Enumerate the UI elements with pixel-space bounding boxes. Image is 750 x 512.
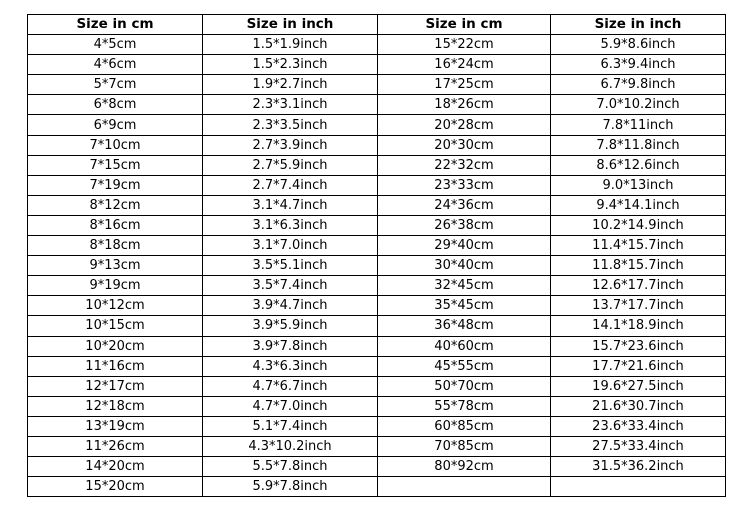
- table-row: [28, 256, 726, 276]
- cell-size-inch: 12.6*17.7inch: [551, 276, 726, 296]
- cell-size-inch: 3.9*5.9inch: [203, 316, 378, 336]
- cell-size-inch: 6.7*9.8inch: [551, 75, 726, 95]
- cell-size-inch: 1.9*2.7inch: [203, 75, 378, 95]
- header-size-cm-right: Size in cm: [378, 15, 551, 35]
- cell-size-cm: 12*17cm: [28, 376, 203, 396]
- cell-size-inch: 3.1*7.0inch: [203, 236, 378, 256]
- size-conversion-table: [27, 14, 726, 497]
- cell-size-inch: 1.5*1.9inch: [203, 35, 378, 55]
- table-row: [28, 276, 726, 296]
- header-size-inch-left: Size in inch: [203, 15, 378, 35]
- cell-size-inch: 8.6*12.6inch: [551, 155, 726, 175]
- cell-size-inch: 17.7*21.6inch: [551, 356, 726, 376]
- cell-size-cm: 8*18cm: [28, 236, 203, 256]
- cell-size-cm: 14*20cm: [28, 457, 203, 477]
- cell-size-inch: 23.6*33.4inch: [551, 416, 726, 436]
- table-row: [28, 155, 726, 175]
- table-row: [28, 296, 726, 316]
- cell-size-cm: 23*33cm: [378, 175, 551, 195]
- cell-size-cm: 80*92cm: [378, 457, 551, 477]
- cell-size-inch: [551, 477, 726, 497]
- table-row: [28, 236, 726, 256]
- table-row: [28, 95, 726, 115]
- cell-size-inch: 13.7*17.7inch: [551, 296, 726, 316]
- cell-size-cm: 18*26cm: [378, 95, 551, 115]
- cell-size-inch: 27.5*33.4inch: [551, 436, 726, 456]
- cell-size-inch: 3.9*4.7inch: [203, 296, 378, 316]
- cell-size-inch: 10.2*14.9inch: [551, 215, 726, 235]
- table-row: [28, 436, 726, 456]
- cell-size-inch: 21.6*30.7inch: [551, 396, 726, 416]
- table-row: [28, 356, 726, 376]
- cell-size-cm: 15*20cm: [28, 477, 203, 497]
- cell-size-cm: 29*40cm: [378, 236, 551, 256]
- cell-size-inch: 2.7*5.9inch: [203, 155, 378, 175]
- cell-size-inch: 7.8*11.8inch: [551, 135, 726, 155]
- cell-size-inch: 7.8*11inch: [551, 115, 726, 135]
- cell-size-cm: 9*13cm: [28, 256, 203, 276]
- cell-size-inch: 9.0*13inch: [551, 175, 726, 195]
- cell-size-cm: 32*45cm: [378, 276, 551, 296]
- cell-size-cm: 55*78cm: [378, 396, 551, 416]
- cell-size-inch: 4.7*6.7inch: [203, 376, 378, 396]
- cell-size-inch: 3.5*7.4inch: [203, 276, 378, 296]
- table-row: [28, 416, 726, 436]
- table-row: [28, 336, 726, 356]
- table-row: [28, 396, 726, 416]
- cell-size-cm: 12*18cm: [28, 396, 203, 416]
- cell-size-inch: 11.8*15.7inch: [551, 256, 726, 276]
- table-body: [28, 35, 726, 497]
- cell-size-cm: 17*25cm: [378, 75, 551, 95]
- cell-size-cm: 20*28cm: [378, 115, 551, 135]
- cell-size-cm: 7*19cm: [28, 175, 203, 195]
- cell-size-inch: 6.3*9.4inch: [551, 55, 726, 75]
- cell-size-cm: 8*12cm: [28, 195, 203, 215]
- cell-size-cm: 5*7cm: [28, 75, 203, 95]
- cell-size-cm: 9*19cm: [28, 276, 203, 296]
- table-row: [28, 215, 726, 235]
- table-row: [28, 457, 726, 477]
- cell-size-cm: 20*30cm: [378, 135, 551, 155]
- cell-size-cm: 7*15cm: [28, 155, 203, 175]
- cell-size-cm: 6*9cm: [28, 115, 203, 135]
- cell-size-cm: 15*22cm: [378, 35, 551, 55]
- cell-size-inch: 4.3*10.2inch: [203, 436, 378, 456]
- cell-size-cm: 6*8cm: [28, 95, 203, 115]
- cell-size-cm: 50*70cm: [378, 376, 551, 396]
- cell-size-cm: [378, 477, 551, 497]
- cell-size-cm: 36*48cm: [378, 316, 551, 336]
- cell-size-cm: 40*60cm: [378, 336, 551, 356]
- table-row: [28, 55, 726, 75]
- table-row: [28, 75, 726, 95]
- cell-size-inch: 9.4*14.1inch: [551, 195, 726, 215]
- cell-size-inch: 2.3*3.5inch: [203, 115, 378, 135]
- cell-size-cm: 22*32cm: [378, 155, 551, 175]
- cell-size-cm: 16*24cm: [378, 55, 551, 75]
- cell-size-cm: 26*38cm: [378, 215, 551, 235]
- cell-size-inch: 14.1*18.9inch: [551, 316, 726, 336]
- cell-size-cm: 11*26cm: [28, 436, 203, 456]
- cell-size-inch: 1.5*2.3inch: [203, 55, 378, 75]
- cell-size-inch: 3.1*6.3inch: [203, 215, 378, 235]
- cell-size-inch: 4.7*7.0inch: [203, 396, 378, 416]
- cell-size-cm: 45*55cm: [378, 356, 551, 376]
- cell-size-cm: 70*85cm: [378, 436, 551, 456]
- cell-size-cm: 30*40cm: [378, 256, 551, 276]
- cell-size-inch: 2.3*3.1inch: [203, 95, 378, 115]
- cell-size-inch: 2.7*7.4inch: [203, 175, 378, 195]
- header-size-cm-left: Size in cm: [28, 15, 203, 35]
- cell-size-inch: 7.0*10.2inch: [551, 95, 726, 115]
- cell-size-cm: 10*15cm: [28, 316, 203, 336]
- table-row: [28, 477, 726, 497]
- table-row: [28, 316, 726, 336]
- cell-size-cm: 10*12cm: [28, 296, 203, 316]
- cell-size-inch: 15.7*23.6inch: [551, 336, 726, 356]
- cell-size-inch: 3.1*4.7inch: [203, 195, 378, 215]
- cell-size-inch: 19.6*27.5inch: [551, 376, 726, 396]
- table-row: [28, 175, 726, 195]
- cell-size-inch: 5.5*7.8inch: [203, 457, 378, 477]
- cell-size-cm: 4*5cm: [28, 35, 203, 55]
- cell-size-inch: 4.3*6.3inch: [203, 356, 378, 376]
- cell-size-cm: 35*45cm: [378, 296, 551, 316]
- table-row: [28, 376, 726, 396]
- cell-size-cm: 4*6cm: [28, 55, 203, 75]
- header-row: [28, 15, 726, 35]
- header-size-inch-right: Size in inch: [551, 15, 726, 35]
- cell-size-inch: 2.7*3.9inch: [203, 135, 378, 155]
- cell-size-cm: 60*85cm: [378, 416, 551, 436]
- table-row: [28, 35, 726, 55]
- cell-size-inch: 31.5*36.2inch: [551, 457, 726, 477]
- cell-size-cm: 7*10cm: [28, 135, 203, 155]
- cell-size-inch: 3.5*5.1inch: [203, 256, 378, 276]
- cell-size-cm: 24*36cm: [378, 195, 551, 215]
- cell-size-cm: 11*16cm: [28, 356, 203, 376]
- cell-size-inch: 11.4*15.7inch: [551, 236, 726, 256]
- cell-size-inch: 5.9*8.6inch: [551, 35, 726, 55]
- cell-size-inch: 5.9*7.8inch: [203, 477, 378, 497]
- cell-size-cm: 13*19cm: [28, 416, 203, 436]
- table-row: [28, 115, 726, 135]
- cell-size-inch: 5.1*7.4inch: [203, 416, 378, 436]
- cell-size-cm: 10*20cm: [28, 336, 203, 356]
- cell-size-cm: 8*16cm: [28, 215, 203, 235]
- cell-size-inch: 3.9*7.8inch: [203, 336, 378, 356]
- table-row: [28, 135, 726, 155]
- table-row: [28, 195, 726, 215]
